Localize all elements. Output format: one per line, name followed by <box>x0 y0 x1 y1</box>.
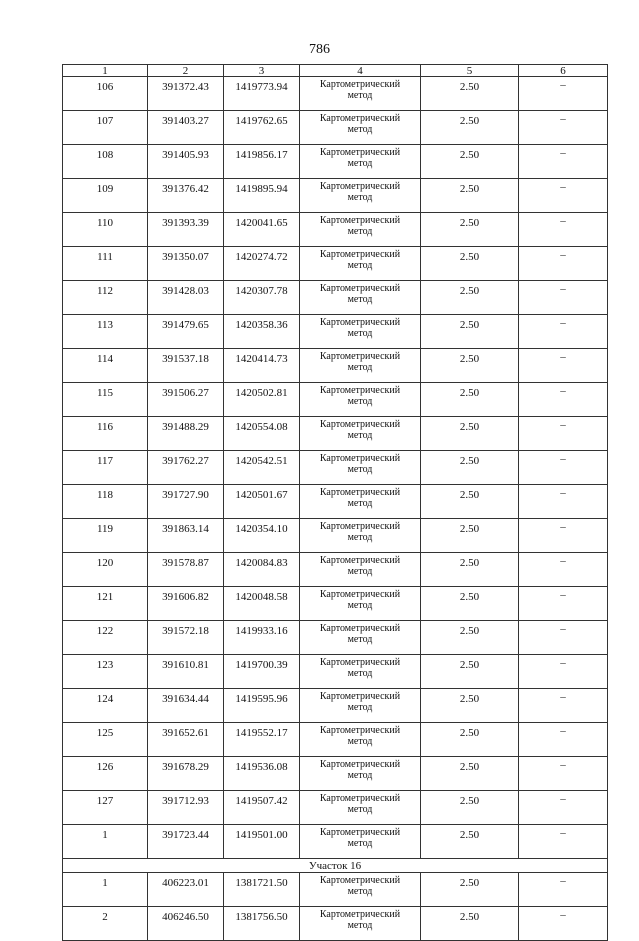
accuracy-value: 2.50 <box>421 655 519 689</box>
method-line-1: Картометрический <box>319 691 401 702</box>
table-row <box>63 587 608 621</box>
method-line-1: Картометрический <box>319 113 401 124</box>
table-row <box>63 383 608 417</box>
coordinate-x: 391652.61 <box>148 723 224 757</box>
coordinate-y: 1419856.17 <box>224 145 300 179</box>
note-value: – <box>519 349 608 383</box>
coordinate-y: 1419700.39 <box>224 655 300 689</box>
coordinate-y: 1419933.16 <box>224 621 300 655</box>
method-cell <box>300 417 421 451</box>
point-number: 115 <box>63 383 148 417</box>
coordinate-x: 391372.43 <box>148 77 224 111</box>
point-number: 126 <box>63 757 148 791</box>
method-line-1: Картометрический <box>319 351 401 362</box>
method-cell <box>300 757 421 791</box>
method-line-2: метод <box>347 838 373 849</box>
method-cell <box>300 723 421 757</box>
method-cell <box>300 791 421 825</box>
header-row <box>63 65 608 77</box>
coordinate-y: 1419507.42 <box>224 791 300 825</box>
method-line-1: Картометрический <box>319 317 401 328</box>
method-line-1: Картометрический <box>319 827 401 838</box>
coordinate-x: 391578.87 <box>148 553 224 587</box>
point-number: 109 <box>63 179 148 213</box>
method-line-2: метод <box>347 226 373 237</box>
note-value: – <box>519 757 608 791</box>
coordinate-x: 391610.81 <box>148 655 224 689</box>
note-value: – <box>519 77 608 111</box>
coordinate-y: 1419501.00 <box>224 825 300 859</box>
method-cell <box>300 77 421 111</box>
coordinate-y: 1420542.51 <box>224 451 300 485</box>
point-number: 113 <box>63 315 148 349</box>
method-line-2: метод <box>347 328 373 339</box>
coordinate-x: 391863.14 <box>148 519 224 553</box>
accuracy-value: 2.50 <box>421 417 519 451</box>
table-row <box>63 825 608 859</box>
accuracy-value: 2.50 <box>421 791 519 825</box>
method-cell <box>300 621 421 655</box>
method-line-1: Картометрический <box>319 79 401 90</box>
column-header: 6 <box>519 65 608 77</box>
table-body <box>63 65 608 941</box>
note-value: – <box>519 485 608 519</box>
coordinate-y: 1381721.50 <box>224 873 300 907</box>
table-row <box>63 689 608 723</box>
accuracy-value: 2.50 <box>421 723 519 757</box>
note-value: – <box>519 621 608 655</box>
point-number: 117 <box>63 451 148 485</box>
coordinate-y: 1419595.96 <box>224 689 300 723</box>
method-line-1: Картометрический <box>319 623 401 634</box>
coordinate-y: 1420084.83 <box>224 553 300 587</box>
method-line-2: метод <box>347 634 373 645</box>
coordinate-y: 1419773.94 <box>224 77 300 111</box>
point-number: 125 <box>63 723 148 757</box>
accuracy-value: 2.50 <box>421 247 519 281</box>
coordinate-y: 1419762.65 <box>224 111 300 145</box>
method-cell <box>300 451 421 485</box>
method-line-2: метод <box>347 532 373 543</box>
coordinate-y: 1420274.72 <box>224 247 300 281</box>
section-title: Участок 16 <box>63 859 608 873</box>
column-header: 4 <box>300 65 421 77</box>
method-line-2: метод <box>347 362 373 373</box>
table-row <box>63 247 608 281</box>
point-number: 107 <box>63 111 148 145</box>
point-number: 116 <box>63 417 148 451</box>
point-number: 124 <box>63 689 148 723</box>
method-line-2: метод <box>347 886 373 897</box>
method-line-2: метод <box>347 396 373 407</box>
method-line-1: Картометрический <box>319 759 401 770</box>
column-header: 1 <box>63 65 148 77</box>
table-row <box>63 553 608 587</box>
coordinate-y: 1420502.81 <box>224 383 300 417</box>
coordinate-x: 391606.82 <box>148 587 224 621</box>
table-row <box>63 315 608 349</box>
coordinate-y: 1419552.17 <box>224 723 300 757</box>
point-number: 106 <box>63 77 148 111</box>
note-value: – <box>519 655 608 689</box>
note-value: – <box>519 213 608 247</box>
method-line-2: метод <box>347 770 373 781</box>
point-number: 2 <box>63 907 148 941</box>
method-line-1: Картометрический <box>319 589 401 600</box>
table-row <box>63 873 608 907</box>
page-number: 786 <box>309 42 330 57</box>
table-row <box>63 655 608 689</box>
method-cell <box>300 873 421 907</box>
method-cell <box>300 907 421 941</box>
coordinate-x: 391350.07 <box>148 247 224 281</box>
coordinate-y: 1420354.10 <box>224 519 300 553</box>
point-number: 118 <box>63 485 148 519</box>
table-row <box>63 179 608 213</box>
accuracy-value: 2.50 <box>421 757 519 791</box>
accuracy-value: 2.50 <box>421 451 519 485</box>
note-value: – <box>519 689 608 723</box>
method-line-1: Картометрический <box>319 657 401 668</box>
coordinate-y: 1420041.65 <box>224 213 300 247</box>
note-value: – <box>519 247 608 281</box>
note-value: – <box>519 383 608 417</box>
point-number: 112 <box>63 281 148 315</box>
method-cell <box>300 145 421 179</box>
note-value: – <box>519 587 608 621</box>
note-value: – <box>519 723 608 757</box>
method-line-1: Картометрический <box>319 215 401 226</box>
method-line-1: Картометрический <box>319 453 401 464</box>
method-line-2: метод <box>347 294 373 305</box>
method-line-1: Картометрический <box>319 487 401 498</box>
point-number: 114 <box>63 349 148 383</box>
method-line-2: метод <box>347 668 373 679</box>
table-row <box>63 145 608 179</box>
method-cell <box>300 349 421 383</box>
point-number: 120 <box>63 553 148 587</box>
coordinate-y: 1420414.73 <box>224 349 300 383</box>
method-cell <box>300 179 421 213</box>
point-number: 1 <box>63 825 148 859</box>
column-header: 5 <box>421 65 519 77</box>
note-value: – <box>519 825 608 859</box>
accuracy-value: 2.50 <box>421 281 519 315</box>
method-line-2: метод <box>347 158 373 169</box>
method-line-1: Картометрический <box>319 555 401 566</box>
coordinate-y: 1420307.78 <box>224 281 300 315</box>
accuracy-value: 2.50 <box>421 689 519 723</box>
coordinate-y: 1420048.58 <box>224 587 300 621</box>
table-row <box>63 723 608 757</box>
method-line-2: метод <box>347 90 373 101</box>
method-cell <box>300 247 421 281</box>
coordinates-table <box>62 64 608 941</box>
accuracy-value: 2.50 <box>421 907 519 941</box>
method-line-1: Картометрический <box>319 725 401 736</box>
coordinate-x: 406246.50 <box>148 907 224 941</box>
coordinate-x: 391479.65 <box>148 315 224 349</box>
coordinate-x: 391393.39 <box>148 213 224 247</box>
method-line-1: Картометрический <box>319 909 401 920</box>
accuracy-value: 2.50 <box>421 587 519 621</box>
table-row <box>63 907 608 941</box>
note-value: – <box>519 145 608 179</box>
note-value: – <box>519 451 608 485</box>
coordinate-y: 1420554.08 <box>224 417 300 451</box>
accuracy-value: 2.50 <box>421 485 519 519</box>
coordinate-x: 391678.29 <box>148 757 224 791</box>
point-number: 122 <box>63 621 148 655</box>
method-line-2: метод <box>347 600 373 611</box>
coordinate-y: 1420501.67 <box>224 485 300 519</box>
table-row <box>63 519 608 553</box>
coordinate-x: 391376.42 <box>148 179 224 213</box>
accuracy-value: 2.50 <box>421 621 519 655</box>
accuracy-value: 2.50 <box>421 825 519 859</box>
table-row <box>63 213 608 247</box>
note-value: – <box>519 111 608 145</box>
method-cell <box>300 315 421 349</box>
note-value: – <box>519 907 608 941</box>
method-line-2: метод <box>347 804 373 815</box>
method-line-1: Картометрический <box>319 385 401 396</box>
accuracy-value: 2.50 <box>421 145 519 179</box>
method-cell <box>300 689 421 723</box>
method-line-2: метод <box>347 736 373 747</box>
method-cell <box>300 825 421 859</box>
point-number: 108 <box>63 145 148 179</box>
coordinate-x: 391762.27 <box>148 451 224 485</box>
method-cell <box>300 383 421 417</box>
method-line-1: Картометрический <box>319 793 401 804</box>
method-cell <box>300 553 421 587</box>
accuracy-value: 2.50 <box>421 519 519 553</box>
accuracy-value: 2.50 <box>421 111 519 145</box>
table-row <box>63 417 608 451</box>
point-number: 123 <box>63 655 148 689</box>
coordinate-x: 391712.93 <box>148 791 224 825</box>
coordinate-x: 391403.27 <box>148 111 224 145</box>
note-value: – <box>519 519 608 553</box>
column-header: 3 <box>224 65 300 77</box>
coordinate-x: 391727.90 <box>148 485 224 519</box>
method-line-2: метод <box>347 192 373 203</box>
section-row <box>63 859 608 873</box>
note-value: – <box>519 791 608 825</box>
method-line-2: метод <box>347 260 373 271</box>
note-value: – <box>519 281 608 315</box>
note-value: – <box>519 553 608 587</box>
coordinate-x: 391405.93 <box>148 145 224 179</box>
accuracy-value: 2.50 <box>421 315 519 349</box>
table-row <box>63 757 608 791</box>
column-header: 2 <box>148 65 224 77</box>
method-cell <box>300 281 421 315</box>
accuracy-value: 2.50 <box>421 873 519 907</box>
accuracy-value: 2.50 <box>421 213 519 247</box>
coordinate-x: 391506.27 <box>148 383 224 417</box>
method-line-2: метод <box>347 702 373 713</box>
method-line-1: Картометрический <box>319 249 401 260</box>
coordinate-x: 391723.44 <box>148 825 224 859</box>
method-cell <box>300 213 421 247</box>
method-line-2: метод <box>347 498 373 509</box>
method-line-1: Картометрический <box>319 283 401 294</box>
accuracy-value: 2.50 <box>421 383 519 417</box>
point-number: 111 <box>63 247 148 281</box>
note-value: – <box>519 417 608 451</box>
point-number: 127 <box>63 791 148 825</box>
note-value: – <box>519 179 608 213</box>
coordinate-x: 391537.18 <box>148 349 224 383</box>
coordinate-y: 1419536.08 <box>224 757 300 791</box>
coordinate-x: 406223.01 <box>148 873 224 907</box>
accuracy-value: 2.50 <box>421 77 519 111</box>
method-cell <box>300 111 421 145</box>
method-cell <box>300 485 421 519</box>
method-line-2: метод <box>347 464 373 475</box>
method-cell <box>300 655 421 689</box>
table-row <box>63 451 608 485</box>
coordinate-y: 1419895.94 <box>224 179 300 213</box>
note-value: – <box>519 315 608 349</box>
note-value: – <box>519 873 608 907</box>
table-row <box>63 621 608 655</box>
method-line-1: Картометрический <box>319 875 401 886</box>
method-line-1: Картометрический <box>319 419 401 430</box>
method-line-1: Картометрический <box>319 147 401 158</box>
table-row <box>63 77 608 111</box>
accuracy-value: 2.50 <box>421 349 519 383</box>
point-number: 1 <box>63 873 148 907</box>
table-row <box>63 111 608 145</box>
coordinate-x: 391634.44 <box>148 689 224 723</box>
accuracy-value: 2.50 <box>421 179 519 213</box>
coordinate-x: 391428.03 <box>148 281 224 315</box>
method-cell <box>300 519 421 553</box>
point-number: 121 <box>63 587 148 621</box>
accuracy-value: 2.50 <box>421 553 519 587</box>
method-line-1: Картометрический <box>319 521 401 532</box>
coordinate-y: 1420358.36 <box>224 315 300 349</box>
table-row <box>63 349 608 383</box>
method-line-1: Картометрический <box>319 181 401 192</box>
method-line-2: метод <box>347 566 373 577</box>
method-line-2: метод <box>347 124 373 135</box>
method-cell <box>300 587 421 621</box>
point-number: 119 <box>63 519 148 553</box>
method-line-2: метод <box>347 920 373 931</box>
coordinate-x: 391488.29 <box>148 417 224 451</box>
coordinate-y: 1381756.50 <box>224 907 300 941</box>
coordinate-x: 391572.18 <box>148 621 224 655</box>
table-row <box>63 485 608 519</box>
point-number: 110 <box>63 213 148 247</box>
table-row <box>63 791 608 825</box>
table-row <box>63 281 608 315</box>
method-line-2: метод <box>347 430 373 441</box>
